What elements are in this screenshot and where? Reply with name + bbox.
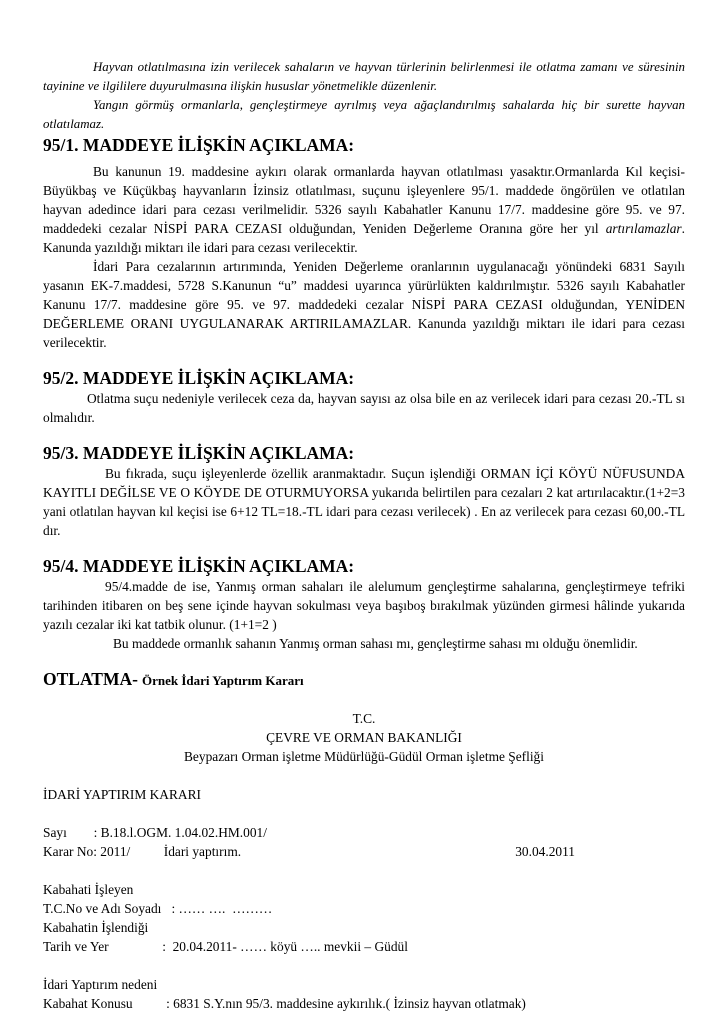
section-95-1-paragraph-1: [43, 162, 685, 257]
otlatma-heading: [43, 669, 685, 690]
section-95-2-heading: 95/2. MADDEYE İLİŞKİN AÇIKLAMA:: [43, 368, 355, 388]
header-office: Beypazarı Orman işletme Müdürlüğü-Güdül Orman işletme Şefliği: [184, 749, 544, 764]
form-kabahati-label: Kabahati İşleyen: [43, 882, 134, 897]
form-karar-row: [43, 842, 575, 861]
form-karar-no: Karar No: 2011/ İdari yaptırım.: [43, 844, 242, 859]
form-tcno: T.C.No ve Adı Soyadı : …… …. ………: [43, 901, 273, 916]
form-title: İDARİ YAPTIRIM KARARI: [43, 787, 201, 802]
form-sayi: Sayı : B.18.l.OGM. 1.04.02.HM.001/: [43, 825, 267, 840]
form-karar-date: 30.04.2011: [515, 844, 575, 859]
intro-paragraph-2: Yangın görmüş ormanlarla, gençleştirmeye ayrılmış veya ağaçlandırılmış sahalarda hiç bir surette hayvan otlatılamaz.: [43, 98, 685, 131]
section-95-1-p1-b: . Kanunda yazıldığı miktarı ile idari para cezası verilecektir.: [43, 221, 685, 255]
form-konu: Kabahat Konusu : 6831 S.Y.nın 95/3. maddesine aykırılık.( İzinsiz hayvan otlatmak): [43, 996, 526, 1011]
form-kabahatin-label: Kabahatin İşlendiği: [43, 920, 149, 935]
intro-paragraph-1: Hayvan otlatılmasına izin verilecek sahaların ve hayvan türlerinin belirlenmesi ile otlatma zamanı ve süresinin tayinine ve ilgililere duyurulmasına ilişkin hususlar yönetmelikle düzenlenir.: [43, 60, 685, 93]
section-95-1-paragraph-2: İdari Para cezalarının artırımında, Yeniden Değerleme oranlarının uygulanacağı yönündeki 6831 Sayılı yasanın EK-7.maddesi, 5728 S.Kanunun “u” maddesi uyarınca yürürlükten kaldırılmıştır. 5326 sayılı Kabahatler Kanunu 17/7. maddesine göre 95. ve 97. maddedeki cezalar NİSPİ PARA CEZASI olduğundan, YENİDEN DEĞERLEME ORANI UYGULANARAK ARTIRILAMAZLAR. Kanunda yazıldığı miktarı ile idari para cezası verilecektir.: [43, 259, 685, 350]
otlatma-subtitle: Örnek İdari Yaptırım Kararı: [141, 673, 304, 688]
section-95-2-paragraph: Otlatma suçu nedeniyle verilecek ceza da, hayvan sayısı az olsa bile en az verilecek idari para cezası 20.-TL sı olmalıdır.: [43, 391, 685, 425]
section-95-1-heading: 95/1. MADDEYE İLİŞKİN AÇIKLAMA:: [43, 135, 355, 155]
section-95-4-paragraph-1: 95/4.madde de ise, Yanmış orman sahaları ile alelumum gençleştirme sahalarına, gençleştirmeye tefriki tarihinden itibaren on beş sene içinde hayvan sokulması veya başıboş bırakılmak yüzünden girmesi hâlinde yukarıda yazılı cezalar iki kat tatbik olunur. (1+1=2 ): [43, 579, 685, 632]
section-95-1-p1-a: Bu kanunun 19. maddesine aykırı olarak ormanlarda hayvan otlatılması yasaktır.Ormanlarda Kıl keçisi-Büyükbaş ve Küçükbaş hayvanların İzinsiz otlatılması, suçunu işleyenlere 95/1. maddede öngörülen ve otlatılan hayvan adedince idari para cezası verilmelidir. 5326 sayılı Kabahatler Kanunu 17/7. maddesine göre 95. ve 97. maddedeki cezalar NİSPİ PARA CEZASI olduğundan, Yeniden Değerleme Oranına göre her yıl: [43, 164, 685, 236]
section-95-3-paragraph: Bu fıkrada, suçu işleyenlerde özellik aranmaktadır. Suçun işlendiği ORMAN İÇİ KÖYÜ NÜFUSUNDA KAYITLI DEĞİLSE VE O KÖYDE DE OTURMUYORSA yukarıda belirtilen para cezaları 2 kat artırılacaktır.(1+2=3 yani otlatılan hayvan kıl keçisi ise 6+12 TL=18.-TL idari para cezası verilecek) . En az verilecek para cezası 60,00.-TL dır.: [43, 466, 685, 538]
header-tc: T.C.: [352, 711, 376, 726]
document-page: [43, 58, 685, 1013]
form-tarih: Tarih ve Yer : 20.04.2011- …… köyü ….. mevkii – Güdül: [43, 939, 408, 954]
form-neden-label: İdari Yaptırım nedeni: [43, 977, 158, 992]
section-95-4-heading: 95/4. MADDEYE İLİŞKİN AÇIKLAMA:: [43, 556, 355, 576]
section-95-4-paragraph-2: Bu maddede ormanlık sahanın Yanmış orman sahası mı, gençleştirme sahası mı olduğu önemlidir.: [113, 636, 638, 651]
header-ministry: ÇEVRE VE ORMAN BAKANLIĞI: [266, 730, 462, 745]
section-95-3-heading: 95/3. MADDEYE İLİŞKİN AÇIKLAMA:: [43, 443, 355, 463]
section-95-1-p1-emphasis: artırılamazlar: [605, 221, 682, 236]
otlatma-title: OTLATMA-: [43, 669, 138, 689]
